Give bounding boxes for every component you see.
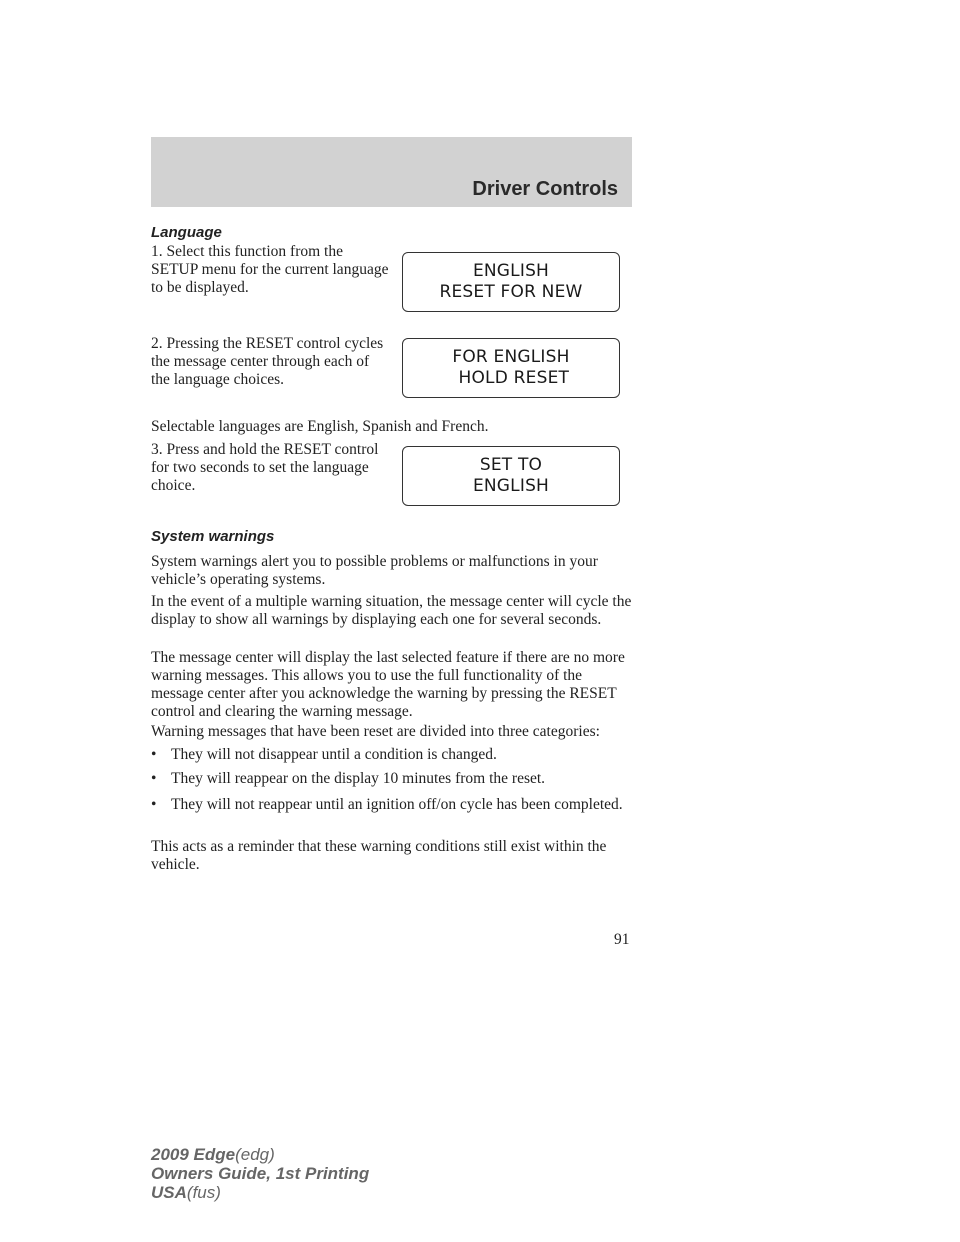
warnings-paragraph-5: This acts as a reminder that these warning conditions still exist within the vehicle. <box>151 838 607 873</box>
display-line: FOR ENGLISH <box>452 347 570 367</box>
section-header-bar <box>151 137 632 207</box>
message-display-1 <box>402 252 620 312</box>
language-step-3: 3. Press and hold the RESET control for two seconds to set the language choice. <box>151 441 379 494</box>
document-footer: 2009 Edge(edg) Owners Guide, 1st Printing USA(fus) <box>151 1145 370 1202</box>
language-heading: Language <box>151 224 222 241</box>
message-display-2 <box>402 338 620 398</box>
selectable-languages-text: Selectable languages are English, Spanish and French. <box>151 418 489 435</box>
language-step-1: 1. Select this function from the SETUP menu for the current language to be displayed. <box>151 243 389 296</box>
display-line: ENGLISH <box>472 476 550 496</box>
message-display-3 <box>402 446 620 506</box>
section-title: Driver Controls <box>472 178 618 200</box>
page-number: 91 <box>614 931 630 948</box>
language-step-2: 2. Pressing the RESET control cycles the message center through each of the language choices. <box>151 335 384 388</box>
warnings-paragraph-3: The message center will display the last selected feature if there are no more warning messages. This allows you to use the full functionality of the message center after you acknowledge the warning by pressing the RESET control and clearing the warning message. <box>151 649 625 720</box>
warnings-paragraph-1: System warnings alert you to possible problems or malfunctions in your vehicle’s operating systems. <box>151 553 598 588</box>
bullet-icon: • <box>151 796 157 813</box>
display-line: ENGLISH <box>472 261 550 281</box>
warnings-paragraph-2: In the event of a multiple warning situation, the message center will cycle the display to show all warnings by displaying each one for several seconds. <box>151 593 632 628</box>
system-warnings-heading: System warnings <box>151 528 275 545</box>
display-line: RESET FOR NEW <box>439 282 583 302</box>
bullet-icon: • <box>151 770 157 787</box>
display-line: SET TO <box>479 455 543 475</box>
bullet-icon: • <box>151 746 157 763</box>
warnings-paragraph-4: Warning messages that have been reset are divided into three categories: <box>151 723 600 740</box>
display-line: HOLD RESET <box>452 368 570 388</box>
